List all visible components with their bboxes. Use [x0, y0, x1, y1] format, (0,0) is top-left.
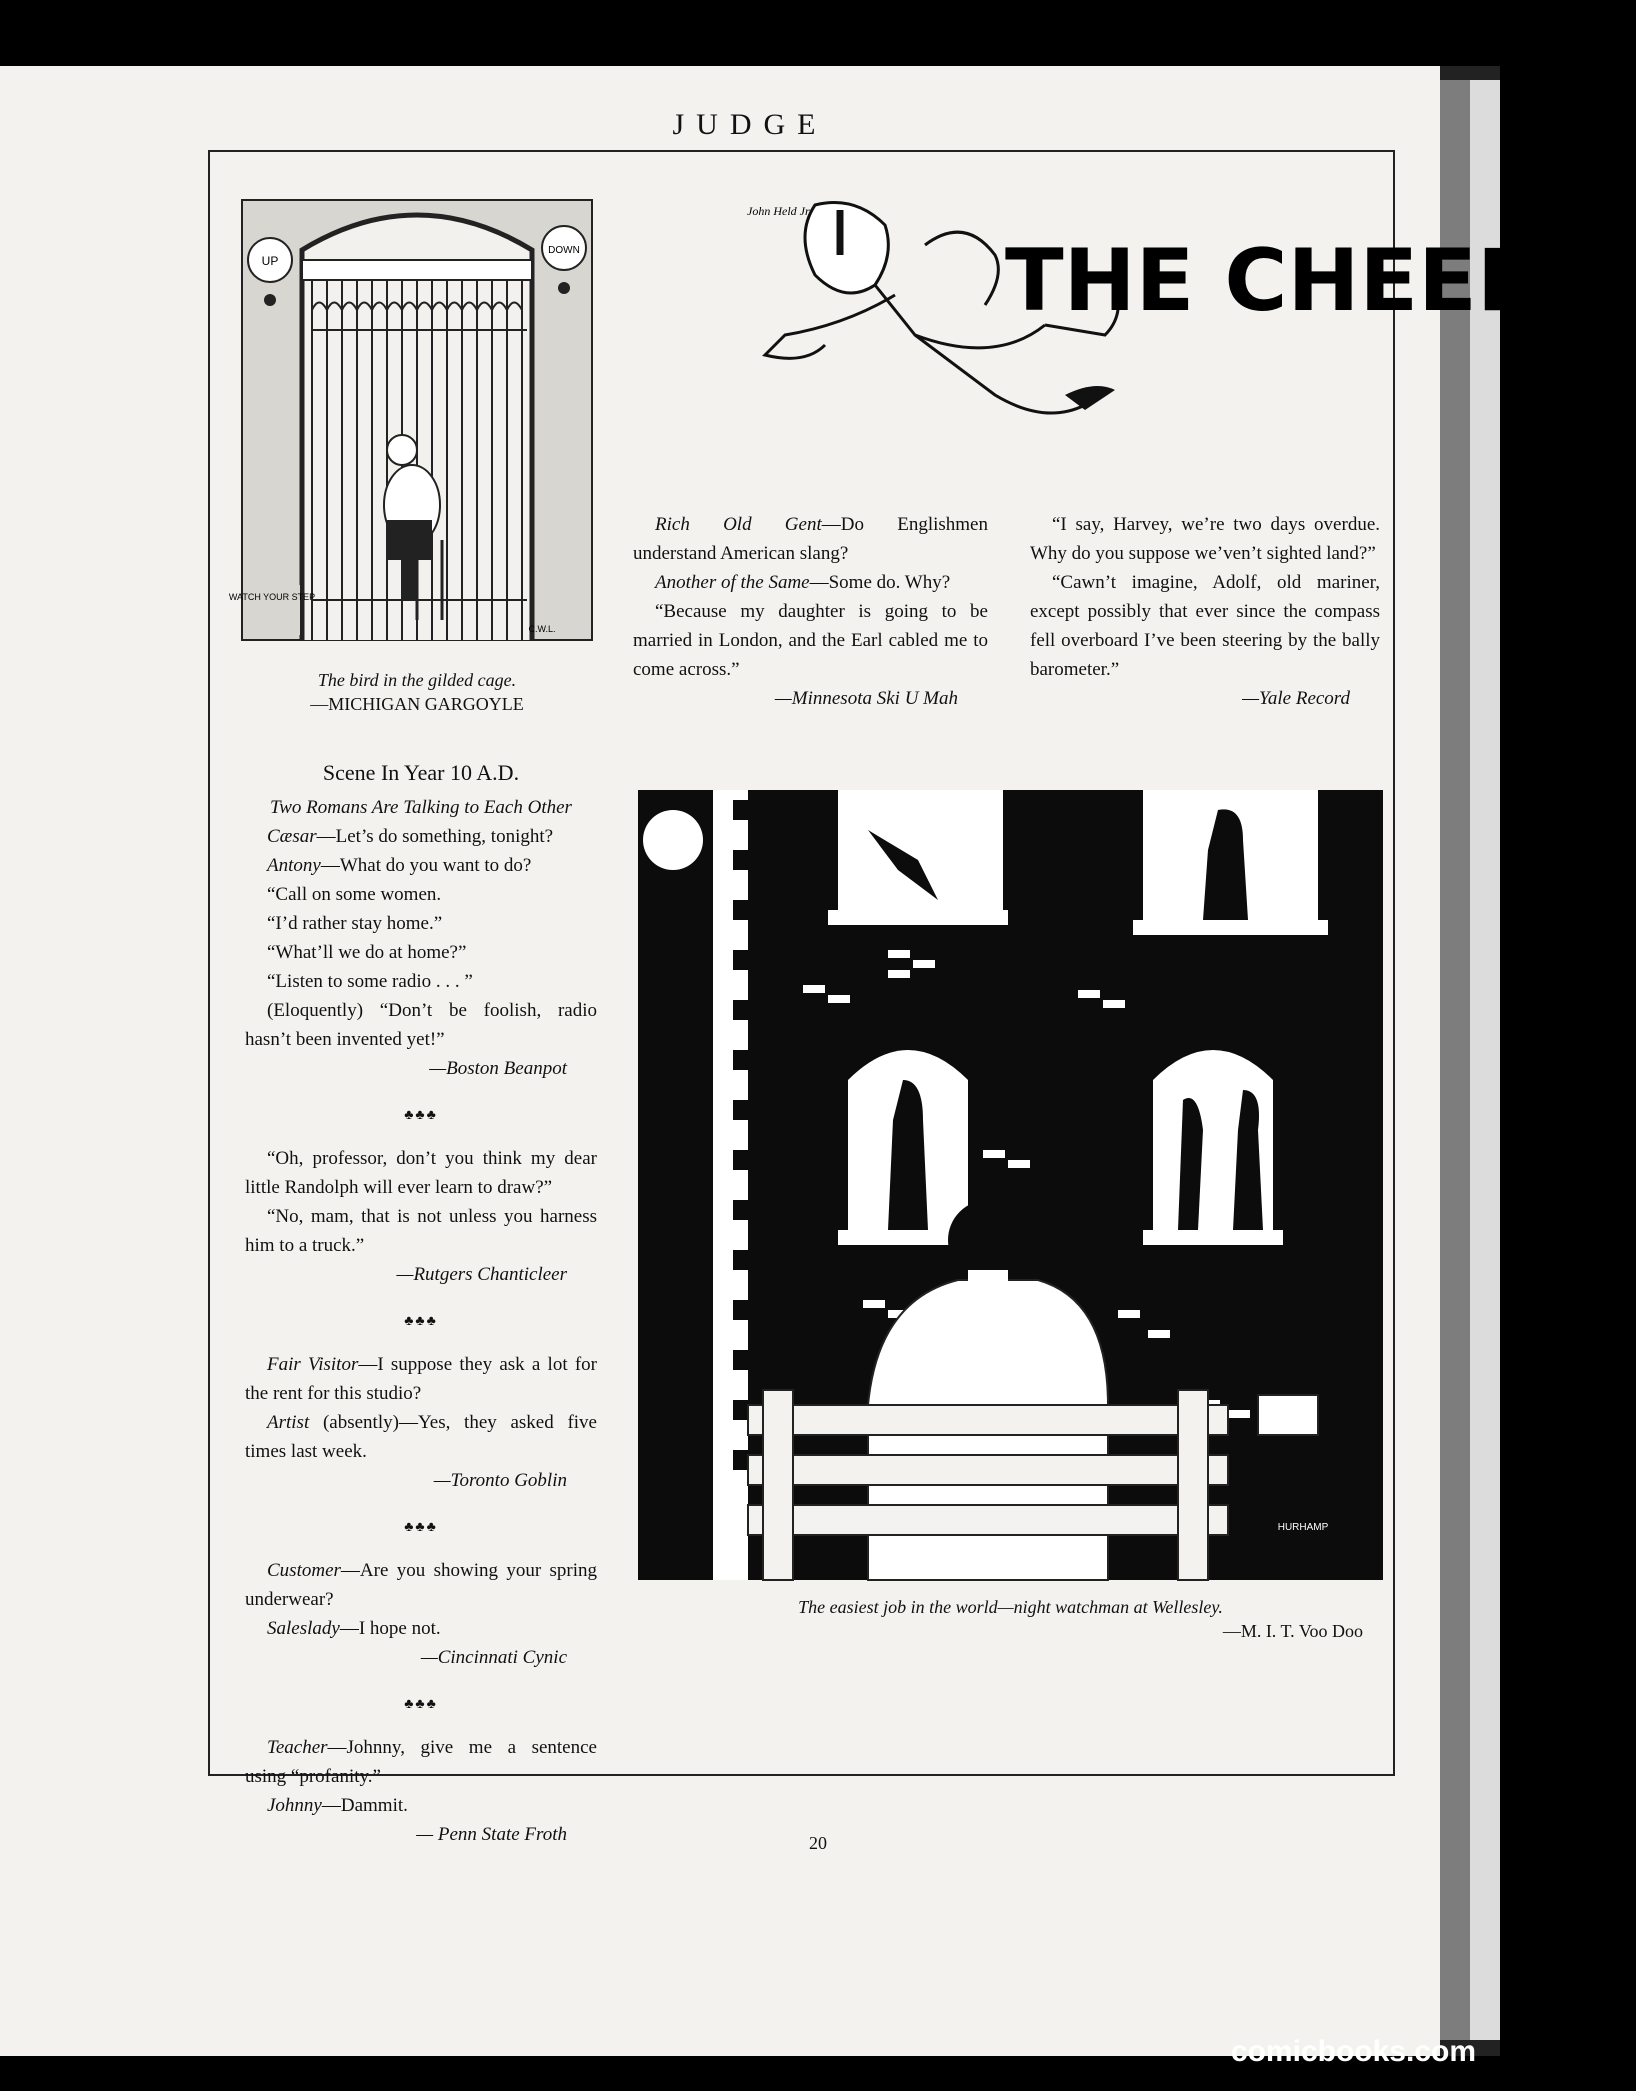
watermark: comicbooks.com: [1230, 2035, 1476, 2068]
big-cartoon-signature: HURHAMP: [1277, 1522, 1329, 1533]
cheer-signature: John Held Jr: [747, 204, 810, 218]
cartoon1-signature: C.W.L.: [528, 624, 556, 634]
down-sign: DOWN: [548, 245, 580, 256]
joke-column-left: Scene In Year 10 A.D. Two Romans Are Talking to Each Other Cæsar—Let’s do something, tonight? Antony—What do you want to do? “Call on some women. “I’d rather stay home.” “What’ll we do at home?” “Listen to some radio . . . ” (Eloquently) “Don’t be foolish, radio hasn’t been invented yet!” —Boston Beanpot ♣♣♣ “Oh, professor, don’t you think my dear little Randolph will ever learn to draw?” “No, mam, that is not unless you harness him to a truck.” —Rutgers Chanticleer ♣♣♣ Fair Visitor—I suppose they ask a lot for the rent for this studio? Artist (absently)—Yes, they asked five times last week. —Toronto Goblin ♣♣♣ Customer—Are you showing your spring underwear? Saleslady—I hope not. —Cincinnati Cynic ♣♣♣ Teacher—Johnny, give me a sentence using “profanity.” Johnny—Dammit. — Penn State Froth: [245, 760, 597, 1845]
elevator-cartoon: [228, 200, 592, 640]
watch-step-sign: WATCH YOUR STEP: [228, 592, 316, 602]
page-header: JUDGE: [672, 108, 828, 141]
cheer-title: THE CHEER: [1005, 231, 1544, 331]
next-page-edge: [1440, 66, 1500, 2056]
joke-column-middle: Rich Old Gent—Do Englishmen understand American slang? Another of the Same—Some do. Why? “Because my daughter is going to be married in London, and the Earl cabled me to come across.” —Minnesota Ski U Mah: [633, 514, 988, 709]
cheer-title-art: [745, 195, 1544, 445]
up-sign: UP: [261, 254, 279, 268]
page-number: 20: [809, 1833, 827, 1853]
big-cartoon-caption: The easiest job in the world—night watchman at Wellesley. —M. I. T. Voo Doo: [798, 1597, 1363, 1641]
night-watchman-cartoon: [638, 790, 1383, 1580]
cartoon1-caption: The bird in the gilded cage. —MICHIGAN GARGOYLE: [310, 670, 524, 714]
joke-column-right: “I say, Harvey, we’re two days overdue. Why do you suppose we’ven’t sighted land?” “Cawn’t imagine, Adolf, old mariner, except possibly that ever since the compass fell overboard I’ve been steering by the bally barometer.” —Yale Record: [1030, 514, 1380, 709]
scene-title: Scene In Year 10 A.D.: [322, 760, 520, 785]
